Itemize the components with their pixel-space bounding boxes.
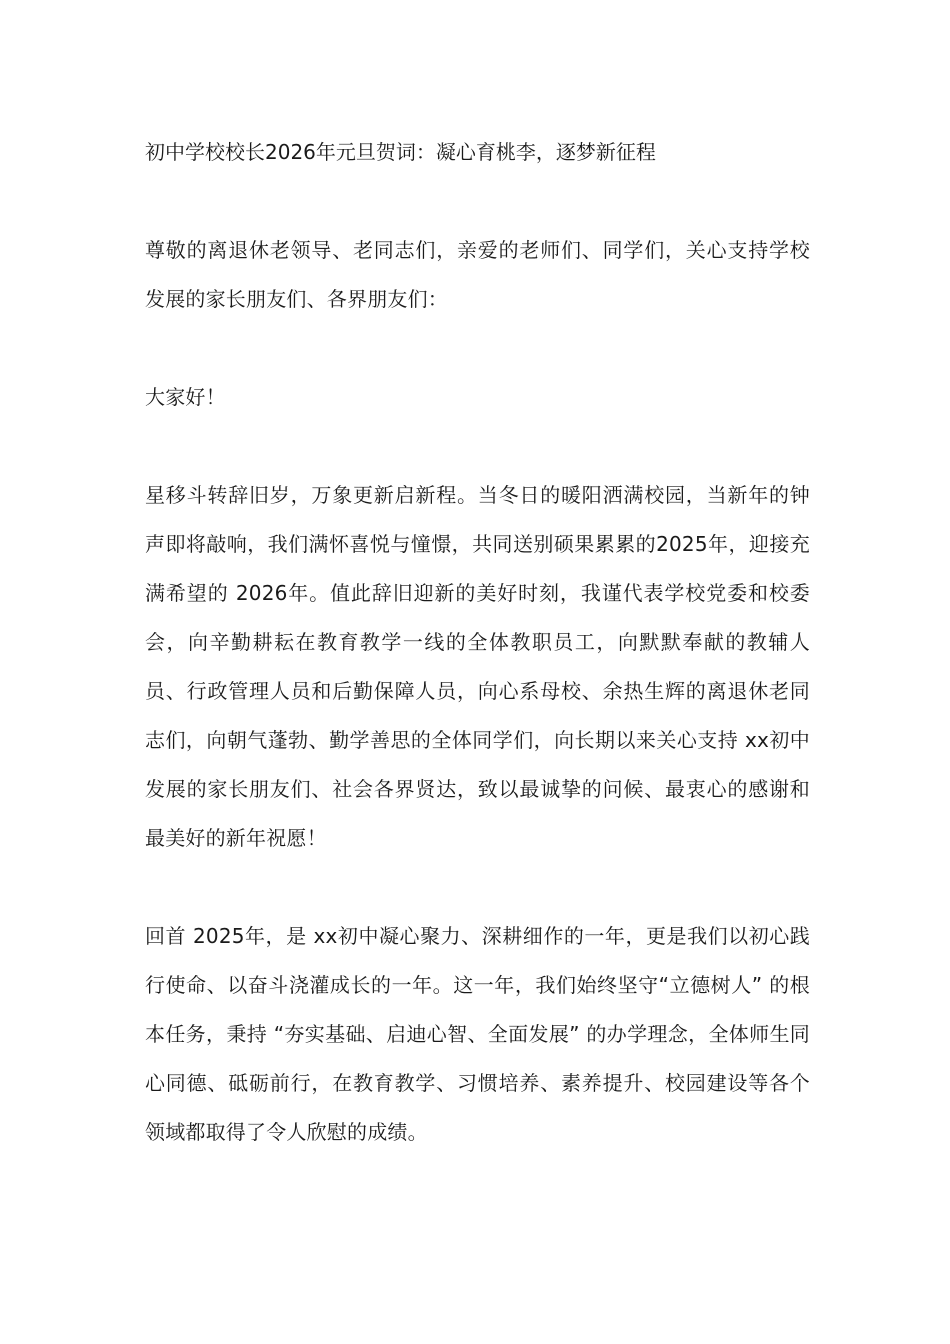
body-paragraph: 回首 2025年，是 xx初中凝心聚力、深耕细作的一年，更是我们以初心践行使命、以奋斗浇灌成长的一年。这一年，我们始终坚守“立德树人” 的根本任务，秉持 “夯实基础、启迪心智、全面发展” 的办学理念，全体师生同心同德、砥砺前行，在教育教学、习惯培养、素养提升、校园建设等各个领域都取得了令人欣慰的成绩。 (145, 924, 810, 1144)
spacer (145, 863, 810, 912)
document-body (145, 128, 810, 1157)
greeting: 大家好！ (145, 385, 226, 409)
salutation: 尊敬的离退休老领导、老同志们，亲爱的老师们、同学们，关心支持学校发展的家长朋友们、各界朋友们： (145, 238, 810, 311)
spacer (145, 177, 810, 226)
body-paragraph: 星移斗转辞旧岁，万象更新启新程。当冬日的暖阳洒满校园，当新年的钟声即将敲响，我们满怀喜悦与憧憬，共同送别硕果累累的2025年，迎接充满希望的 2026年。值此辞旧迎新的美好时刻，我谨代表学校党委和校委会，向辛勤耕耘在教育教学一线的全体教职员工，向默默奉献的教辅人员、行政管理人员和后勤保障人员，向心系母校、余热生辉的离退休老同志们，向朝气蓬勃、勤学善思的全体同学们，向长期以来关心支持 xx初中发展的家长朋友们、社会各界贤达，致以最诚挚的问候、最衷心的感谢和最美好的新年祝愿！ (145, 483, 810, 850)
spacer (145, 324, 810, 373)
document-title: 初中学校校长2026年元旦贺词：凝心育桃李，逐梦新征程 (145, 140, 656, 164)
spacer (145, 422, 810, 471)
